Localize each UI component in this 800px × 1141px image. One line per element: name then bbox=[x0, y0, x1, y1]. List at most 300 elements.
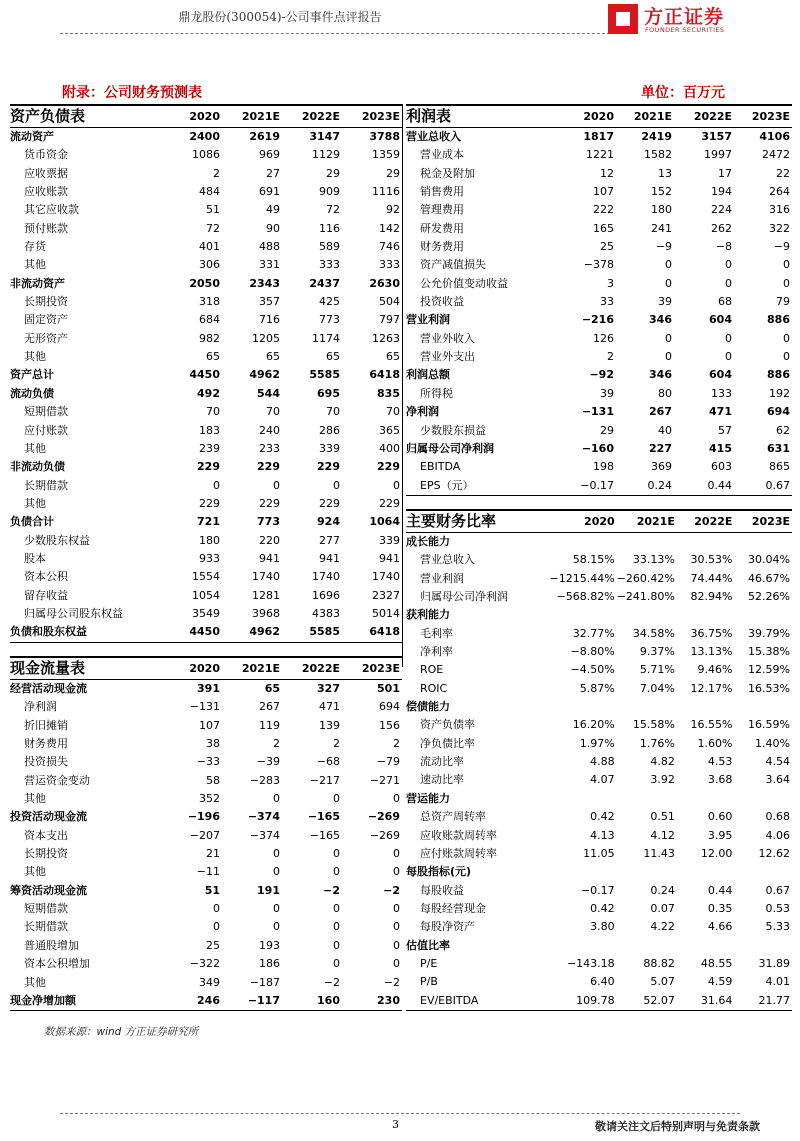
cell-value: 230 bbox=[342, 992, 402, 1011]
table-row bbox=[10, 495, 402, 513]
row-label: 负债和股东权益 bbox=[10, 623, 162, 642]
cell-value: 12.17% bbox=[690, 681, 733, 695]
cell-value: 267 bbox=[649, 405, 672, 419]
cell-value: 4.06 bbox=[765, 828, 790, 842]
cell-value: 40 bbox=[658, 423, 672, 437]
cell-value: 941 bbox=[259, 551, 280, 565]
cell-value: 15.38% bbox=[748, 645, 790, 659]
cell-value: 48.55 bbox=[700, 956, 733, 970]
cell-value: 492 bbox=[197, 386, 220, 400]
cell-value: 4.07 bbox=[590, 773, 615, 787]
cell-value: 21 bbox=[206, 847, 220, 861]
cell-value: 2437 bbox=[309, 276, 340, 290]
table-title: 资产负债表 bbox=[10, 105, 162, 128]
cell-value: 0 bbox=[333, 865, 340, 879]
table-row bbox=[10, 532, 402, 550]
cell-value: −117 bbox=[222, 992, 282, 1011]
row-label: 归属母公司净利润 bbox=[406, 441, 494, 455]
table-row bbox=[10, 403, 402, 421]
cell-value: 16.59% bbox=[748, 718, 790, 732]
cell-value: 589 bbox=[319, 240, 340, 254]
cell-value: 0.44 bbox=[674, 477, 734, 496]
cell-value: 331 bbox=[259, 258, 280, 272]
row-label: 其他 bbox=[24, 258, 46, 272]
cell-value: 220 bbox=[259, 533, 280, 547]
cell-value: 88.82 bbox=[643, 956, 675, 970]
cell-value: 5.71% bbox=[639, 663, 675, 677]
cell-value: 34.58% bbox=[632, 626, 675, 640]
table-row bbox=[406, 477, 792, 496]
cell-value: 119 bbox=[259, 718, 280, 732]
table-row bbox=[406, 973, 792, 991]
cell-value: 484 bbox=[199, 185, 220, 199]
cell-value: 6418 bbox=[342, 623, 402, 642]
cell-value: 52.26% bbox=[748, 590, 790, 604]
table-row bbox=[406, 643, 792, 661]
row-label: 应付账款 bbox=[24, 423, 68, 437]
row-label: 净利润 bbox=[24, 700, 57, 714]
cell-value: 349 bbox=[199, 975, 220, 989]
cell-value: 0 bbox=[725, 350, 732, 364]
cell-value: 142 bbox=[379, 221, 400, 235]
cell-value: 16.20% bbox=[572, 718, 615, 732]
cell-value: 3157 bbox=[701, 130, 732, 143]
cell-value: 79 bbox=[776, 295, 790, 309]
cell-value: 4.82 bbox=[650, 755, 675, 769]
cell-value: 339 bbox=[319, 441, 340, 455]
cell-value: 11.43 bbox=[643, 846, 675, 860]
cell-value: 0 bbox=[783, 276, 790, 290]
cell-value: 51 bbox=[206, 203, 220, 217]
row-label: 负债合计 bbox=[10, 515, 54, 529]
row-label: 偿债能力 bbox=[406, 700, 450, 714]
cell-value: 156 bbox=[379, 718, 400, 732]
cell-value: −260.42% bbox=[616, 571, 675, 585]
row-label: 营业外支出 bbox=[420, 350, 475, 364]
row-label: 投资收益 bbox=[420, 295, 464, 309]
table-row bbox=[406, 183, 792, 201]
cell-value: −2 bbox=[323, 975, 340, 989]
cell-value: 4.12 bbox=[650, 828, 675, 842]
cell-value bbox=[677, 863, 735, 881]
year-header: 2023E bbox=[342, 657, 402, 680]
cell-value: 0 bbox=[213, 920, 220, 934]
cell-value: 0 bbox=[333, 938, 340, 952]
cell-value: 865 bbox=[769, 460, 790, 474]
table-row bbox=[406, 680, 792, 698]
cell-value: 229 bbox=[377, 460, 400, 474]
row-label: 财务费用 bbox=[24, 737, 68, 751]
cell-value: 241 bbox=[651, 221, 672, 235]
cell-value: 694 bbox=[767, 405, 790, 419]
cell-value: 1740 bbox=[252, 570, 280, 584]
table-row bbox=[406, 458, 792, 476]
row-label: 少数股东权益 bbox=[24, 533, 90, 547]
table-row bbox=[406, 385, 792, 403]
row-label: 研发费用 bbox=[420, 221, 464, 235]
cell-value: 425 bbox=[319, 295, 340, 309]
cell-value: 7.04% bbox=[639, 681, 675, 695]
cell-value: 0 bbox=[725, 331, 732, 345]
table-row bbox=[406, 992, 792, 1011]
cell-value: −92 bbox=[589, 368, 614, 382]
table-row bbox=[10, 845, 402, 863]
cell-value: 65 bbox=[264, 682, 280, 695]
row-label: 折旧摊销 bbox=[24, 718, 68, 732]
cell-value bbox=[734, 937, 792, 955]
cell-value: 0 bbox=[333, 920, 340, 934]
cell-value: 229 bbox=[199, 496, 220, 510]
table-row bbox=[10, 165, 402, 183]
cell-value: 2343 bbox=[249, 276, 280, 290]
cell-value: −378 bbox=[583, 258, 614, 272]
row-label: 利润总额 bbox=[406, 368, 450, 382]
row-label: 销售费用 bbox=[420, 185, 464, 199]
cell-value: 773 bbox=[257, 515, 280, 529]
table-row bbox=[10, 937, 402, 955]
cell-value: 32.77% bbox=[572, 626, 615, 640]
cell-value: 183 bbox=[199, 423, 220, 437]
cell-value: 604 bbox=[709, 368, 732, 382]
row-label: 存货 bbox=[24, 240, 46, 254]
cell-value: −217 bbox=[309, 773, 340, 787]
row-label: 应收账款周转率 bbox=[420, 828, 497, 842]
row-label: P/E bbox=[420, 956, 438, 970]
row-label: 营运能力 bbox=[406, 791, 450, 805]
cell-value: −207 bbox=[189, 828, 220, 842]
cell-value: 116 bbox=[319, 221, 340, 235]
cell-value: 501 bbox=[377, 682, 400, 695]
financial-ratios-table bbox=[406, 509, 792, 1011]
cell-value: −0.17 bbox=[556, 477, 616, 496]
cell-value: 70 bbox=[386, 405, 400, 419]
cell-value: 126 bbox=[593, 331, 614, 345]
cell-value: 3.64 bbox=[765, 773, 790, 787]
cell-value: 886 bbox=[767, 313, 790, 327]
row-label: 营业利润 bbox=[420, 571, 464, 585]
table-row bbox=[10, 918, 402, 936]
cell-value: 62 bbox=[776, 423, 790, 437]
row-label: 其他 bbox=[24, 441, 46, 455]
table-row bbox=[10, 698, 402, 716]
row-label: ROE bbox=[420, 663, 444, 677]
cell-value: 2619 bbox=[249, 130, 280, 143]
cell-value: 969 bbox=[259, 148, 280, 162]
row-label: 经营活动现金流 bbox=[10, 682, 87, 695]
cell-value: 277 bbox=[319, 533, 340, 547]
year-header: 2023E bbox=[734, 105, 792, 128]
cell-value: 401 bbox=[199, 240, 220, 254]
cell-value: 33.13% bbox=[632, 553, 675, 567]
cell-value: −160 bbox=[581, 441, 614, 455]
cell-value: 0.51 bbox=[650, 810, 675, 824]
cell-value: 1.97% bbox=[579, 736, 615, 750]
row-label: 长期借款 bbox=[24, 478, 68, 492]
cell-value: 70 bbox=[266, 405, 280, 419]
logo-mark-icon bbox=[608, 4, 638, 34]
cell-value: 504 bbox=[379, 295, 400, 309]
cell-value: 544 bbox=[257, 386, 280, 400]
cell-value: 4.13 bbox=[590, 828, 615, 842]
cell-value: 0 bbox=[393, 847, 400, 861]
cell-value: 224 bbox=[711, 203, 732, 217]
table-row bbox=[406, 440, 792, 458]
table-row bbox=[406, 348, 792, 366]
table-row bbox=[10, 772, 402, 790]
cell-value: 65 bbox=[206, 350, 220, 364]
table-row bbox=[406, 955, 792, 973]
table-row bbox=[406, 588, 792, 606]
row-label: EPS（元） bbox=[406, 477, 556, 496]
row-label: 资产负债率 bbox=[420, 718, 475, 732]
cell-value: −2 bbox=[383, 975, 400, 989]
cell-value: −8 bbox=[715, 240, 732, 254]
table-row bbox=[406, 570, 792, 588]
cell-value: −68 bbox=[316, 755, 340, 769]
cell-value: 1064 bbox=[369, 515, 400, 529]
row-label: 净负债比率 bbox=[420, 736, 475, 750]
table-row bbox=[406, 220, 792, 238]
row-label: 流动资产 bbox=[10, 130, 54, 143]
table-row bbox=[406, 256, 792, 274]
row-label: 营业外收入 bbox=[420, 331, 475, 345]
row-label: 成长能力 bbox=[406, 535, 450, 548]
row-label: 其他 bbox=[24, 792, 46, 806]
table-row bbox=[406, 275, 792, 293]
cell-value: −216 bbox=[581, 313, 614, 327]
table-row bbox=[10, 293, 402, 311]
cell-value: 631 bbox=[767, 441, 790, 455]
cell-value bbox=[537, 790, 617, 808]
cell-value: 11.05 bbox=[583, 846, 615, 860]
row-label: 应付账款周转率 bbox=[420, 846, 497, 860]
cell-value: 0 bbox=[393, 902, 400, 916]
table-row bbox=[10, 790, 402, 808]
appendix-title: 附录：公司财务预测表 bbox=[62, 85, 202, 101]
cell-value: 357 bbox=[259, 295, 280, 309]
cell-value: 5.07 bbox=[650, 975, 675, 989]
cell-value: 933 bbox=[199, 551, 220, 565]
cell-value: 835 bbox=[377, 386, 400, 400]
row-label: 货币资金 bbox=[24, 148, 68, 162]
cell-value: 346 bbox=[649, 368, 672, 382]
table-row bbox=[406, 882, 792, 900]
cell-value: 391 bbox=[197, 682, 220, 695]
cell-value: 0.44 bbox=[707, 883, 733, 897]
cell-value: 227 bbox=[649, 441, 672, 455]
cell-value: 82.94% bbox=[690, 590, 733, 604]
cell-value: 3.95 bbox=[707, 828, 733, 842]
cell-value: 267 bbox=[259, 700, 280, 714]
cell-value bbox=[677, 606, 735, 624]
table-row bbox=[10, 201, 402, 219]
table-row bbox=[10, 348, 402, 366]
cell-value: 400 bbox=[379, 441, 400, 455]
cell-value: 2 bbox=[333, 737, 340, 751]
cell-value: 695 bbox=[317, 386, 340, 400]
row-label: 资产减值损失 bbox=[420, 258, 486, 272]
table-row bbox=[10, 974, 402, 992]
year-header: 2023E bbox=[734, 510, 792, 533]
table-row bbox=[406, 845, 792, 863]
cell-value: 3968 bbox=[252, 606, 280, 620]
cell-value: 133 bbox=[711, 386, 732, 400]
row-label: 股本 bbox=[24, 551, 46, 565]
cell-value: 797 bbox=[379, 313, 400, 327]
table-row bbox=[406, 128, 792, 147]
cell-value bbox=[617, 698, 677, 716]
cell-value: 1205 bbox=[252, 331, 280, 345]
cell-value: 36.75% bbox=[690, 626, 733, 640]
table-row bbox=[406, 201, 792, 219]
cell-value: 262 bbox=[711, 221, 732, 235]
cell-value: −283 bbox=[249, 773, 280, 787]
table-row bbox=[406, 808, 792, 826]
cell-value: 29 bbox=[386, 166, 400, 180]
cell-value bbox=[734, 790, 792, 808]
cell-value: 5.87% bbox=[579, 681, 615, 695]
cell-value: 0 bbox=[783, 258, 790, 272]
cell-value: 773 bbox=[319, 313, 340, 327]
cell-value: 0 bbox=[665, 350, 672, 364]
data-source: 数据来源：wind 方正证券研究所 bbox=[44, 1026, 199, 1038]
cell-value: 0 bbox=[333, 847, 340, 861]
cell-value: 1696 bbox=[312, 588, 340, 602]
cell-value: 924 bbox=[317, 515, 340, 529]
year-header: 2020 bbox=[162, 105, 222, 128]
cell-value: 31.64 bbox=[677, 992, 735, 1011]
cell-value: 160 bbox=[282, 992, 342, 1011]
cell-value: 39 bbox=[658, 295, 672, 309]
cell-value: 0 bbox=[393, 478, 400, 492]
table-row bbox=[406, 661, 792, 679]
cell-value: 415 bbox=[709, 441, 732, 455]
cell-value: 352 bbox=[199, 792, 220, 806]
cell-value: 5585 bbox=[282, 623, 342, 642]
cell-value bbox=[734, 698, 792, 716]
cell-value: 5014 bbox=[372, 606, 400, 620]
cell-value: 16.53% bbox=[748, 681, 790, 695]
table-row bbox=[406, 735, 792, 753]
row-label: ROIC bbox=[420, 681, 448, 695]
table-row bbox=[10, 808, 402, 826]
cell-value: 0.35 bbox=[707, 901, 733, 915]
cell-value: 229 bbox=[197, 460, 220, 474]
table-row bbox=[10, 458, 402, 476]
cell-value: 186 bbox=[259, 957, 280, 971]
cell-value: 0.67 bbox=[734, 477, 792, 496]
cell-value: 0 bbox=[393, 792, 400, 806]
cell-value: 31.89 bbox=[758, 956, 790, 970]
cell-value: −11 bbox=[196, 865, 220, 879]
row-label: 每股指标(元) bbox=[406, 865, 472, 879]
cell-value: 333 bbox=[379, 258, 400, 272]
cell-value: 721 bbox=[197, 515, 220, 529]
cell-value: 109.78 bbox=[537, 992, 617, 1011]
table-row bbox=[10, 128, 402, 147]
cell-value: 2400 bbox=[189, 130, 220, 143]
cell-value: 318 bbox=[199, 295, 220, 309]
cell-value: 694 bbox=[379, 700, 400, 714]
balance-sheet-table bbox=[10, 104, 402, 643]
table-row bbox=[10, 753, 402, 771]
unit-label: 单位：百万元 bbox=[641, 85, 725, 101]
cell-value: 1129 bbox=[312, 148, 340, 162]
table-row bbox=[406, 293, 792, 311]
cell-value: 603 bbox=[711, 460, 732, 474]
cell-value: 0 bbox=[665, 276, 672, 290]
cell-value bbox=[677, 937, 735, 955]
cell-value: 3147 bbox=[309, 130, 340, 143]
cell-value: −1215.44% bbox=[549, 571, 615, 585]
cell-value: 152 bbox=[651, 185, 672, 199]
cell-value: 1997 bbox=[704, 148, 732, 162]
cell-value: 1817 bbox=[583, 130, 614, 143]
income-statement-table bbox=[406, 104, 792, 496]
table-row bbox=[10, 422, 402, 440]
table-row bbox=[406, 238, 792, 256]
row-label: 资本公积 bbox=[24, 570, 68, 584]
table-row bbox=[10, 330, 402, 348]
cell-value: 1221 bbox=[586, 148, 614, 162]
row-label: 每股净资产 bbox=[420, 920, 475, 934]
cell-value bbox=[617, 790, 677, 808]
cell-value: 4.22 bbox=[650, 920, 675, 934]
cell-value: 5.33 bbox=[765, 920, 790, 934]
cell-value: 27 bbox=[266, 166, 280, 180]
header-divider bbox=[60, 33, 630, 34]
cell-value: 222 bbox=[593, 203, 614, 217]
row-label: 长期投资 bbox=[24, 847, 68, 861]
cell-value: 0 bbox=[333, 792, 340, 806]
cell-value: −269 bbox=[367, 810, 400, 824]
cell-value: 4.01 bbox=[765, 975, 790, 989]
year-header: 2021E bbox=[222, 657, 282, 680]
cell-value: 39 bbox=[600, 386, 614, 400]
cell-value: 1359 bbox=[372, 148, 400, 162]
cell-value bbox=[734, 606, 792, 624]
table-row bbox=[406, 771, 792, 789]
cell-value: 3.68 bbox=[707, 773, 733, 787]
cell-value: 3.92 bbox=[650, 773, 675, 787]
cell-value: 1086 bbox=[192, 148, 220, 162]
cell-value: 13.13% bbox=[690, 645, 733, 659]
cell-value: −187 bbox=[249, 975, 280, 989]
cell-value: 70 bbox=[206, 405, 220, 419]
cell-value: 941 bbox=[379, 551, 400, 565]
cell-value bbox=[734, 533, 792, 552]
cell-value: 3.80 bbox=[590, 920, 615, 934]
cell-value: −2 bbox=[323, 883, 340, 897]
table-row bbox=[10, 955, 402, 973]
row-label: 无形资产 bbox=[24, 331, 68, 345]
cell-value: 4.59 bbox=[707, 975, 733, 989]
cell-value: 58 bbox=[206, 773, 220, 787]
cell-value: 12 bbox=[600, 166, 614, 180]
cell-value: 57 bbox=[718, 423, 732, 437]
cell-value: −374 bbox=[249, 828, 280, 842]
cell-value: 12.62 bbox=[758, 846, 790, 860]
cell-value: 17 bbox=[718, 166, 732, 180]
cell-value: 191 bbox=[257, 883, 280, 897]
company-logo bbox=[608, 2, 768, 38]
logo-text-cn: 方正证券 bbox=[644, 6, 725, 28]
cell-value: 229 bbox=[319, 496, 340, 510]
year-header: 2023E bbox=[342, 105, 402, 128]
cell-value bbox=[617, 863, 677, 881]
row-label: 应收票据 bbox=[24, 166, 68, 180]
row-label: 留存收益 bbox=[24, 588, 68, 602]
